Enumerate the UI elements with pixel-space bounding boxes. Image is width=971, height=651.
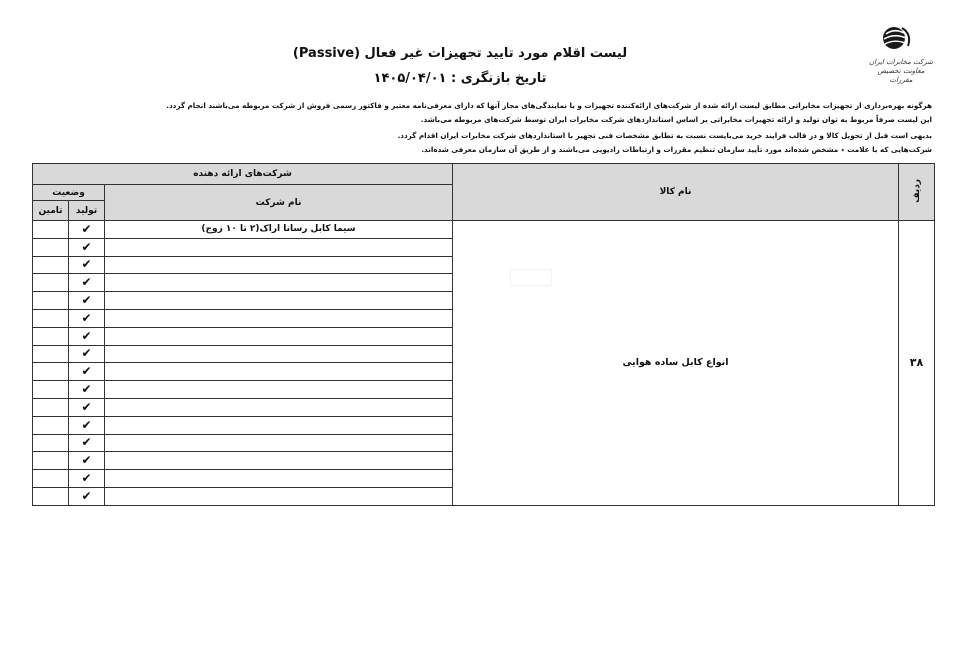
header-status: وضعیت	[33, 185, 105, 201]
notes-block	[166, 100, 932, 160]
supply-check-cell	[33, 381, 69, 399]
production-check-cell	[69, 381, 105, 399]
row-index-cell: ۳۸	[899, 221, 935, 506]
supply-check-cell	[33, 363, 69, 381]
production-check-cell	[69, 345, 105, 363]
production-check-cell	[69, 309, 105, 327]
checkmark-icon: ✔	[81, 328, 92, 343]
company-name-cell	[105, 381, 453, 399]
production-check-cell	[69, 256, 105, 274]
checkmark-icon: ✔	[81, 293, 92, 308]
checkmark-icon: ✔	[81, 417, 92, 432]
production-check-cell	[69, 274, 105, 292]
supply-check-cell	[33, 238, 69, 256]
production-check-cell	[69, 487, 105, 505]
checkmark-icon: ✔	[81, 275, 92, 290]
supply-check-cell	[33, 221, 69, 239]
checkmark-icon: ✔	[81, 382, 92, 397]
production-check-cell	[69, 363, 105, 381]
company-name-cell	[105, 309, 453, 327]
company-name-cell: سیما کابل رسانا اراک(۲ تا ۱۰ زوج)	[105, 221, 453, 239]
header-suppliers: شرکت‌های ارائه دهنده	[33, 164, 453, 185]
supply-check-cell	[33, 345, 69, 363]
production-check-cell	[69, 238, 105, 256]
company-name-cell	[105, 238, 453, 256]
checkmark-icon: ✔	[81, 221, 92, 236]
supply-check-cell	[33, 470, 69, 488]
production-check-cell	[69, 452, 105, 470]
note-4: شرکت‌هایی که با علامت ٭ مشخص شده‌اند مورد تأیید سازمان تنظیم مقررات و ارتباطات رادیویی می‌باشند و از طریق آن سازمان معرفی شده‌اند.	[421, 145, 932, 154]
supply-check-cell	[33, 416, 69, 434]
supply-check-cell	[33, 256, 69, 274]
supply-check-cell	[33, 292, 69, 310]
checkmark-icon: ✔	[81, 364, 92, 379]
product-name: انواع کابل ساده هوایی	[622, 357, 729, 369]
production-check-cell	[69, 416, 105, 434]
page-title: لیست اقلام مورد تایید تجهیزات غیر فعال (Passive)	[292, 46, 628, 61]
header-row-index: ردیف	[899, 164, 935, 221]
header-production: تولید	[69, 201, 105, 221]
supply-check-cell	[33, 327, 69, 345]
checkmark-icon: ✔	[81, 346, 92, 361]
checkmark-icon: ✔	[81, 239, 92, 254]
company-name-cell	[105, 416, 453, 434]
checkmark-icon: ✔	[81, 471, 92, 486]
company-name-cell	[105, 398, 453, 416]
supply-check-cell	[33, 274, 69, 292]
header-supply: تامین	[33, 201, 69, 221]
production-check-cell	[69, 434, 105, 452]
company-name-cell	[105, 363, 453, 381]
logo-caption: شرکت مخابرات ایران معاونت تخصیص مقررات	[869, 58, 933, 84]
checkmark-icon: ✔	[81, 488, 92, 503]
supply-check-cell	[33, 434, 69, 452]
redaction-block	[510, 269, 552, 286]
supply-check-cell	[33, 309, 69, 327]
note-2: این لیست صرفاً مربوط به توان تولید و ارائه تجهیزات مخابراتی بر اساس استانداردهای شرکت مخابرات ایران توسط شرکت‌های مربوطه می‌باشد.	[420, 115, 932, 124]
header-product-name: نام کالا	[453, 164, 899, 221]
company-name-cell	[105, 434, 453, 452]
table-row	[33, 221, 935, 239]
production-check-cell	[69, 292, 105, 310]
company-name-cell	[105, 327, 453, 345]
company-name-cell	[105, 470, 453, 488]
header-company-name: نام شرکت	[105, 185, 453, 221]
production-check-cell	[69, 398, 105, 416]
note-3: بدیهی است قبل از تحویل کالا و در قالب فرایند خرید می‌بایست نسبت به تطابق مشخصات فنی تجهیز با استانداردهای شرکت مخابرات ایران اقدام گردد.	[397, 131, 932, 140]
production-check-cell	[69, 470, 105, 488]
checkmark-icon: ✔	[81, 310, 92, 325]
approved-items-table	[32, 163, 935, 506]
note-1: هرگونه بهره‌برداری از تجهیزات مخابراتی مطابق لیست ارائه شده از شرکت‌های ارائه‌کننده تجهیزات و یا نمایندگی‌های مجاز آنها که دارای معرفی‌نامه معتبر و فاکتور رسمی فروش از شرکت مربوطه می‌باشند انجام گردد.	[166, 101, 932, 110]
supply-check-cell	[33, 487, 69, 505]
checkmark-icon: ✔	[81, 399, 92, 414]
supply-check-cell	[33, 398, 69, 416]
company-name-cell	[105, 452, 453, 470]
company-name-cell	[105, 256, 453, 274]
production-check-cell	[69, 327, 105, 345]
checkmark-icon: ✔	[81, 435, 92, 450]
revision-date: تاریخ بازنگری : ۱۴۰۵/۰۴/۰۱	[373, 71, 547, 86]
company-name-cell	[105, 487, 453, 505]
company-name-cell	[105, 292, 453, 310]
checkmark-icon: ✔	[81, 453, 92, 468]
supply-check-cell	[33, 452, 69, 470]
checkmark-icon: ✔	[81, 257, 92, 272]
product-name-cell	[453, 221, 899, 506]
company-name-cell	[105, 274, 453, 292]
company-name-cell	[105, 345, 453, 363]
production-check-cell	[69, 221, 105, 239]
